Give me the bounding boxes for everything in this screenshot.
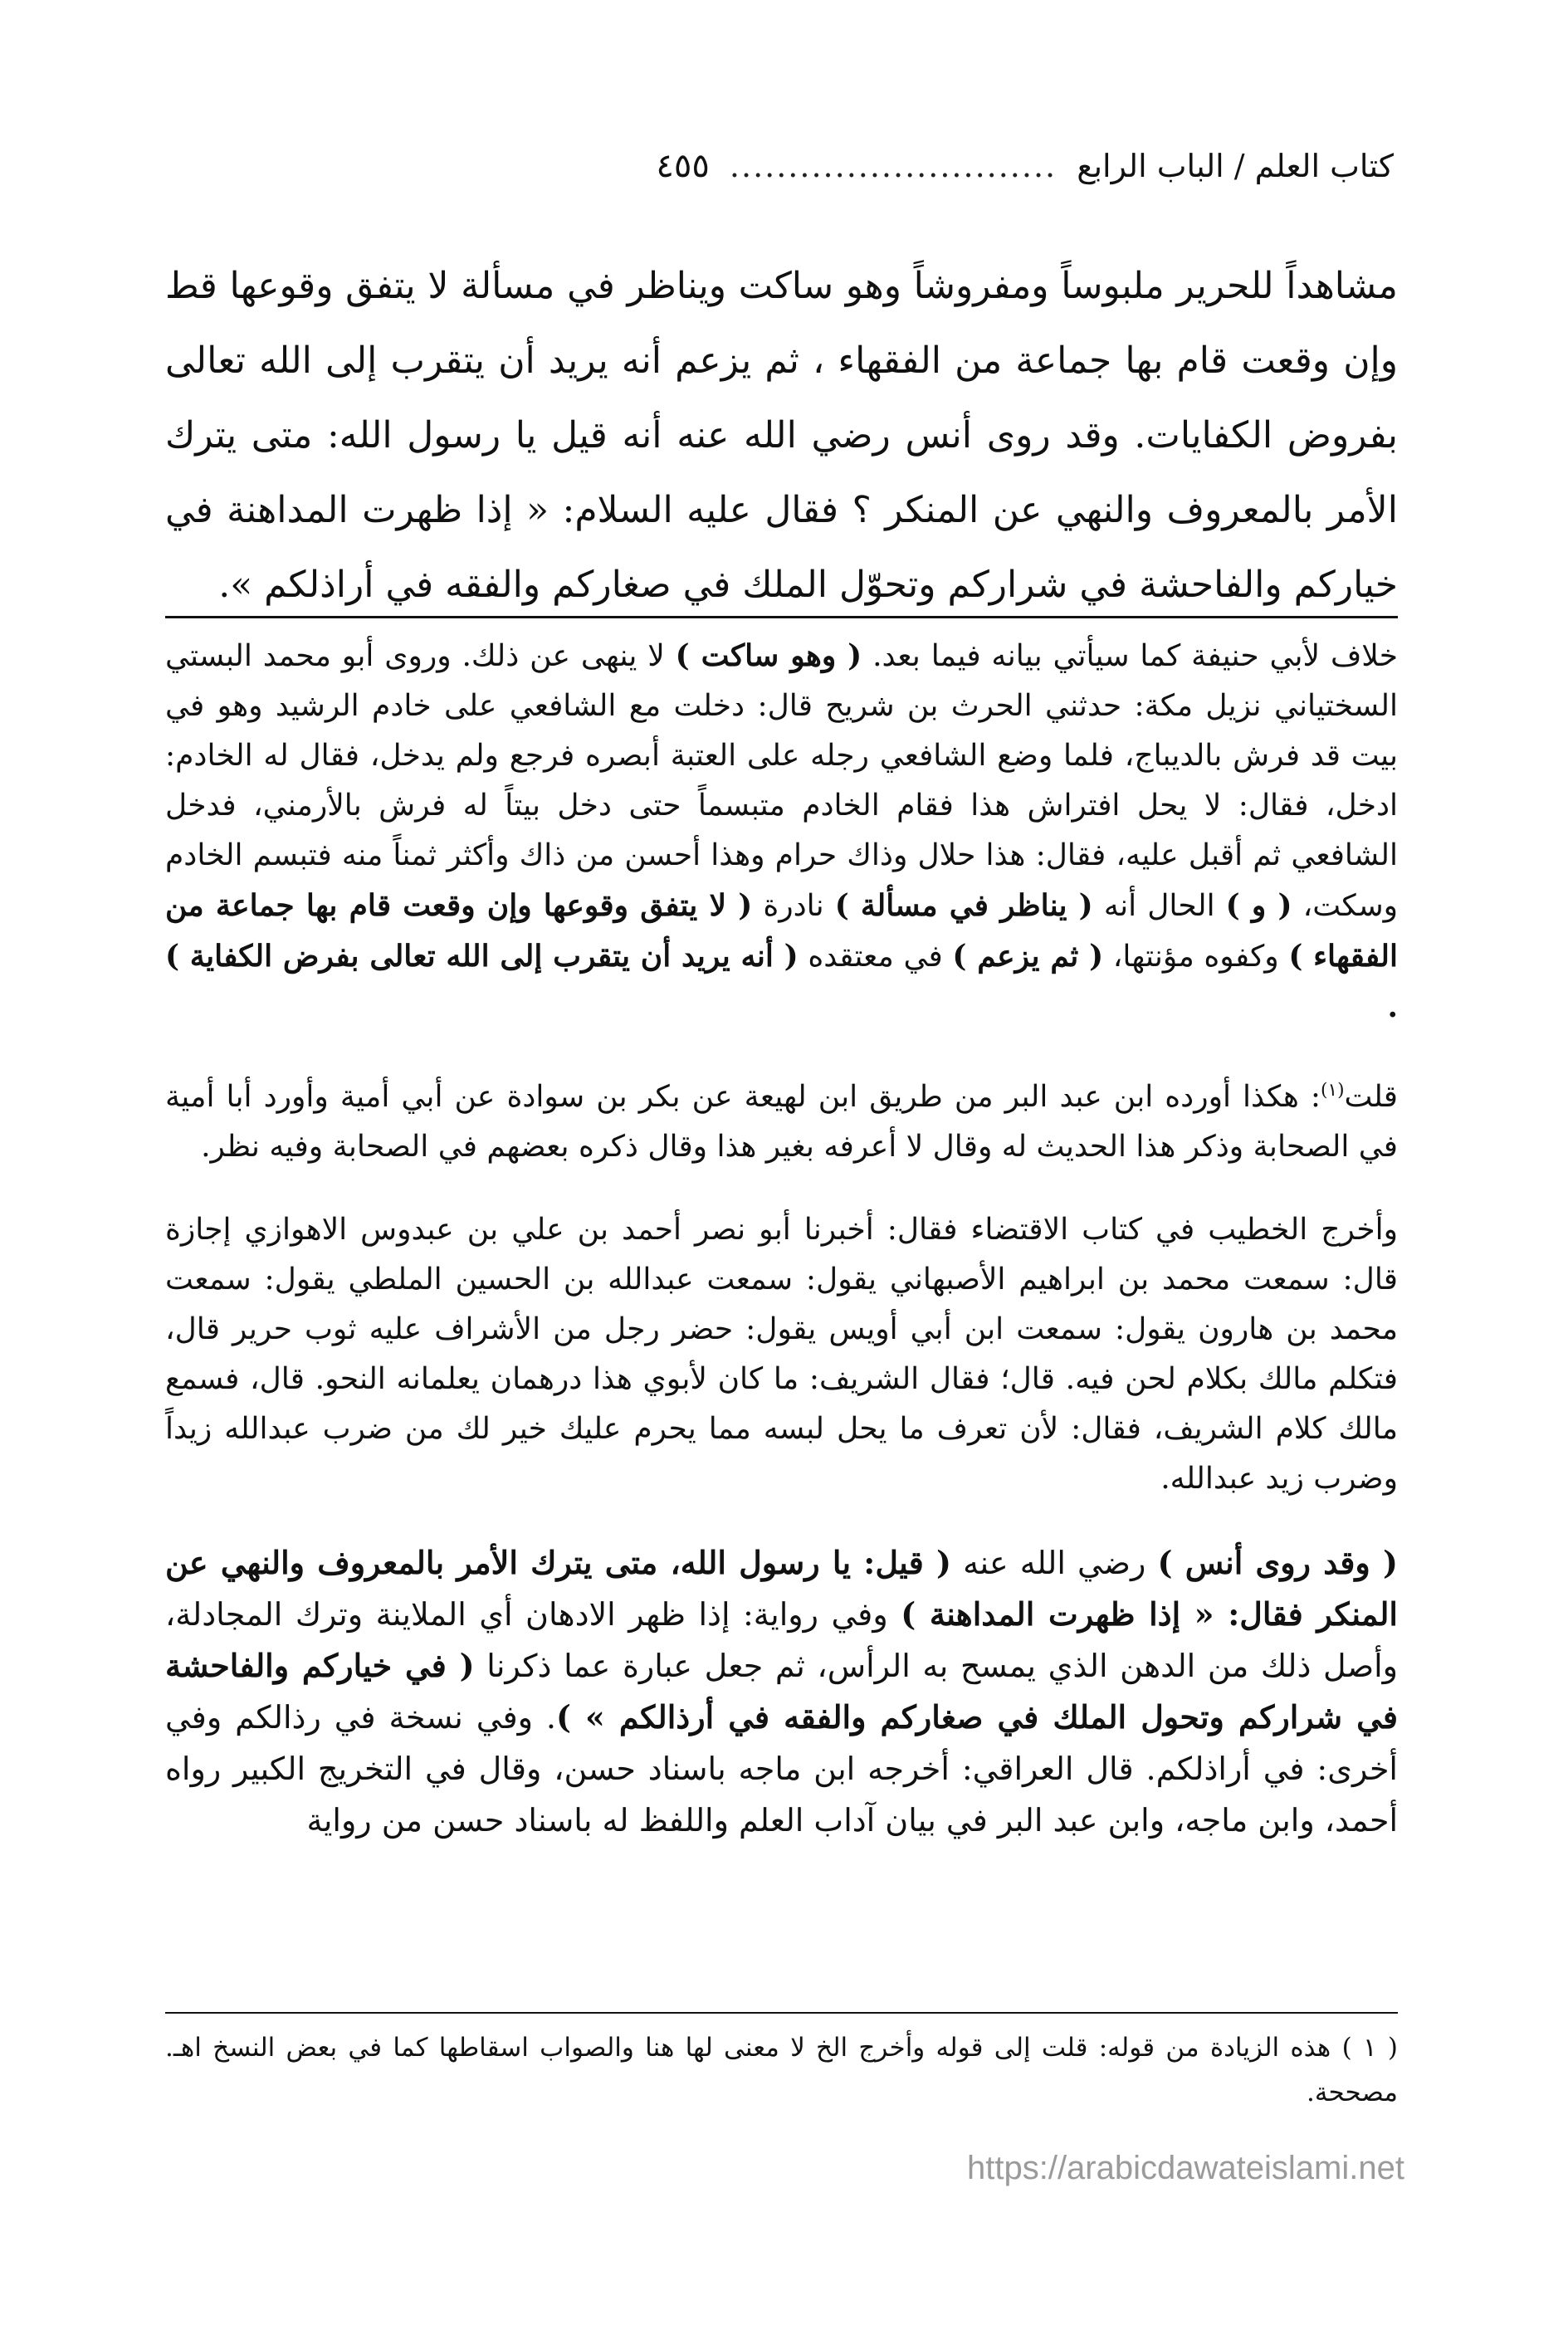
- commentary-text: . وفي نسخة في رذالكم وفي أخرى: في أراذلكم. قال العراقي: أخرجه ابن ماجه باسناد حسن، وقال في التخريج الكبير رواه أحمد، وابن ماجه، وابن عبد البر في بيان آداب العلم واللفظ له باسناد حسن من رواية: [165, 1699, 1398, 1839]
- commentary-text: خلاف لأبي حنيفة كما سيأتي بيانه فيما بعد.: [862, 639, 1398, 673]
- paragraph-gap: [165, 1180, 1398, 1205]
- paragraph-gap: [165, 1041, 1398, 1066]
- commentary-text: الحال أنه: [1092, 889, 1226, 923]
- main-text: [165, 249, 1398, 623]
- separator-line: [165, 616, 1398, 618]
- commentary-text: في معتقده: [798, 940, 953, 974]
- commentary-text: لا ينهى عن ذلك. وروى أبو محمد البستي السختياني نزيل مكة: حدثني الحرث بن شريح قال: دخلت مع الشافعي على خادم الرشيد وهو في بيت قد فرش بالديباج، فلما وضع الشافعي رجله على العتبة أبصره فرجع ولم يدخل، فقال له الخادم: ادخل، فقال: لا يحل افتراش هذا فقام الخادم متبسماً حتى دخل بيتاً له فرش بالأرمني، فدخل الشافعي ثم أقبل عليه، فقال: هذا حلال وذاك حرام وهذا أحسن من ذاك وأكثر ثمناً منه فتبسم الخادم وسكت،: [165, 639, 1398, 923]
- main-paragraph: مشاهداً للحرير ملبوساً ومفروشاً وهو ساكت ويناظر في مسألة لا يتفق وقوعها قط وإن وقعت قام بها جماعة من الفقهاء ، ثم يزعم أنه يريد أن يتقرب إلى الله تعالى بفروض الكفايات. وقد روى أنس رضي الله عنه أنه قيل يا رسول الله: متى يترك الأمر بالمعروف والنهي عن المنكر ؟ فقال عليه السلام: « إذا ظهرت المداهنة في خياركم والفاحشة في شراركم وتحوّل الملك في صغاركم والفقه في أراذلكم ».: [165, 265, 1398, 606]
- quoted-phrase: ( ثم يزعم ): [952, 939, 1104, 974]
- running-header: [165, 137, 1394, 195]
- header-dot-leader: ............................: [729, 148, 1058, 184]
- quoted-phrase: ( قيل: يا رسول الله، متى يترك الأمر بالمعروف والنهي عن المنكر فقال: « إذا ظهرت المداهنة ): [165, 1544, 1398, 1633]
- commentary-text: : هكذا أورده ابن عبد البر من طريق ابن لهيعة عن بكر بن سوادة عن أبي أمية وأورد أبا أمية في الصحابة وذكر هذا الحديث له وقال لا أعرفه بغير هذا وقال ذكره بعضهم في الصحابة وفيه نظر.: [165, 1080, 1398, 1164]
- footnote-reference: (١): [1321, 1080, 1345, 1101]
- footnote-marker: ( ١ ): [1341, 2033, 1399, 2063]
- quoted-phrase: ( وهو ساكت ): [675, 638, 862, 673]
- footnote-text: هذه الزيادة من قوله: قلت إلى قوله وأخرج الخ لا معنى لها هنا والصواب اسقاطها كما في بعض النسخ اهـ. مصححة.: [165, 2033, 1398, 2107]
- paragraph-gap: [165, 1512, 1398, 1537]
- chapter-title: كتاب العلم / الباب الرابع: [1077, 148, 1394, 184]
- watermark-url: https://arabicdawateislami.net: [967, 2150, 1404, 2186]
- footnote: [165, 2025, 1398, 2115]
- quoted-phrase: ( و ): [1225, 888, 1292, 923]
- commentary-text: وكفوه مؤنتها،: [1103, 940, 1289, 974]
- page-number: ٤٥٥: [656, 147, 710, 185]
- commentary-paragraph-2: [165, 1066, 1398, 1172]
- commentary-paragraph-1: [165, 631, 1398, 1033]
- commentary-text: وفي رواية: إذا ظهر الادهان أي الملاينة وترك المجادلة، وأصل ذلك من الدهن الذي يمسح به الرأس، ثم جعل عبارة عما ذكرنا: [165, 1596, 1398, 1684]
- commentary-paragraph-3: وأخرج الخطيب في كتاب الاقتضاء فقال: أخبرنا أبو نصر أحمد بن علي بن عبدوس الاهوازي إجازة قال: سمعت محمد بن ابراهيم الأصبهاني يقول: سمعت عبدالله بن الحسين الملطي يقول: سمعت محمد بن هارون يقول: سمعت ابن أبي أويس يقول: حضر رجل من الأشراف عليه ثوب حرير قال، فتكلم مالك بكلام لحن فيه. قال؛ فقال الشريف: ما كان لأبوي هذا درهمان يعلمانه النحو. قال، فسمع مالك كلام الشريف، فقال: لأن تعرف ما يحل لبسه مما يحرم عليك خير لك من ضرب عبدالله زيداً وضرب زيد عبدالله.: [165, 1213, 1398, 1496]
- quoted-phrase: ( أنه يريد أن يتقرب إلى الله تعالى بفرض الكفاية ) .: [165, 939, 1398, 1024]
- quoted-phrase: ( يناظر في مسألة ): [834, 888, 1093, 923]
- commentary-text: رضي الله عنه: [951, 1545, 1158, 1581]
- commentary-text: نادرة: [752, 889, 835, 923]
- quoted-phrase: ( لا يتفق وقوعها وإن وقعت قام بها جماعة من الفقهاء ): [165, 888, 1399, 974]
- qultu-label: قلت: [1344, 1080, 1398, 1114]
- footnote-paragraph: [165, 2025, 1398, 2115]
- quoted-phrase: ( في خياركم والفاحشة في شراركم وتحول الملك في صغاركم والفقه في أرذالكم » ): [165, 1647, 1398, 1736]
- commentary: [165, 631, 1398, 1854]
- quoted-phrase: ( وقد روى أنس ): [1157, 1544, 1398, 1581]
- footnote-separator: [165, 2012, 1398, 2014]
- commentary-paragraph-4: [165, 1537, 1398, 1846]
